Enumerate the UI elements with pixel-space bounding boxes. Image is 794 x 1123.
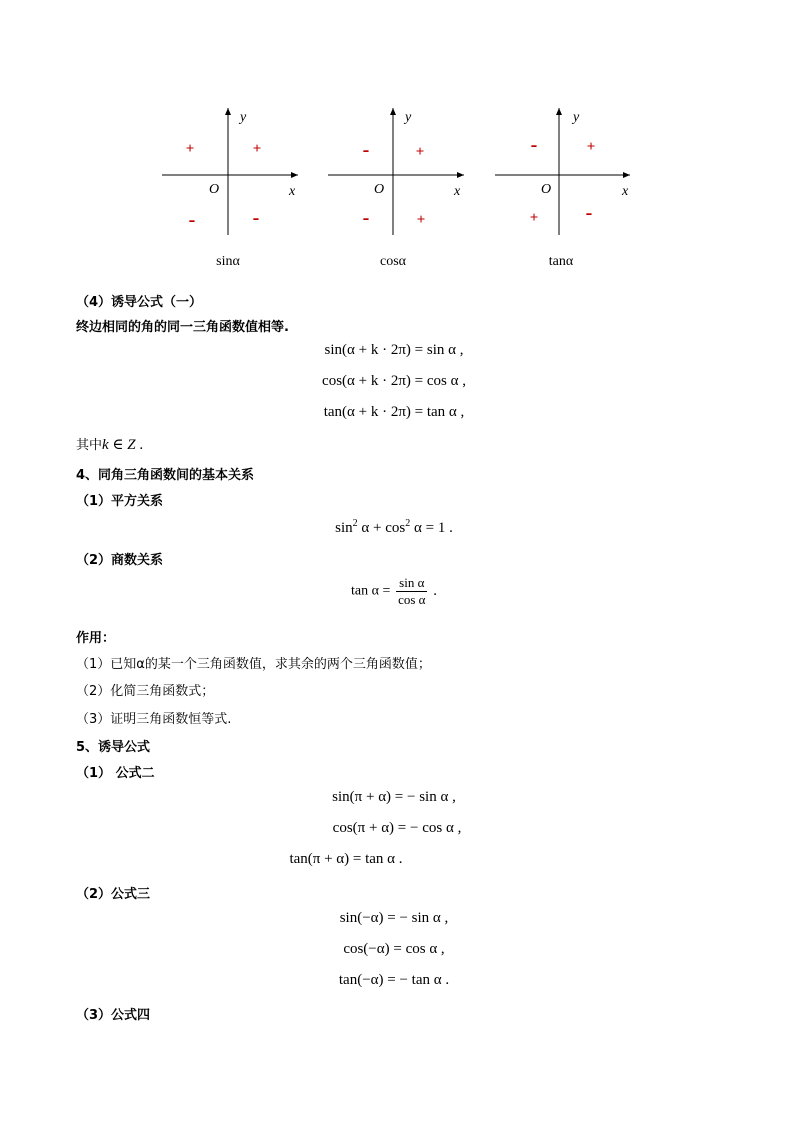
formula-part-cos: α + cos: [357, 520, 406, 536]
x-axis-label: x: [454, 184, 461, 199]
formula-cos-pi-plus: cos(π + α) = − cos α ,: [332, 820, 462, 836]
diagram-caption: tanα: [548, 254, 574, 269]
heading-induction-formula-1: （4）诱导公式（一）: [76, 295, 203, 310]
heading-section-4: 4、同角三角函数间的基本关系: [76, 468, 255, 483]
heading-formula-2: （1） 公式二: [76, 766, 155, 781]
note-k-integer: [76, 434, 143, 454]
diagram-caption: sinα: [216, 254, 240, 269]
y-axis-label: y: [405, 110, 412, 125]
superscript-2: 2: [352, 518, 358, 529]
formula-tan-period: tan(α + k · 2π) = tan α ,: [323, 404, 465, 420]
sign-q4: -: [585, 202, 593, 224]
formula-part-eq: α = 1 .: [410, 520, 453, 536]
sign-q2: -: [362, 139, 370, 161]
sign-q2: +: [185, 141, 195, 157]
statement-coterminal: 终边相同的角的同一三角函数值相等.: [76, 320, 289, 335]
usage-item-1: （1）已知α的某一个三角函数值，求其余的两个三角函数值；: [76, 657, 431, 672]
superscript-2b: 2: [405, 518, 411, 529]
x-axis-label: x: [289, 184, 296, 199]
heading-quotient-relation: （2）商数关系: [76, 553, 164, 568]
formula-cos-period: cos(α + k · 2π) = cos α ,: [322, 373, 466, 389]
formula-pythagorean: [335, 518, 453, 537]
sign-q2: -: [530, 134, 538, 156]
usage-item-2: （2）化简三角函数式；: [76, 684, 215, 699]
sign-diagrams: [0, 0, 794, 280]
diagram-caption: cosα: [380, 254, 406, 269]
y-axis-label: y: [573, 110, 580, 125]
heading-section-5: 5、诱导公式: [76, 740, 151, 755]
sign-diagram-1: [162, 108, 298, 269]
note-math: k ∈ Z: [102, 437, 136, 453]
sign-q1: +: [415, 144, 425, 160]
x-axis-label: x: [622, 184, 629, 199]
formula-quotient: [351, 575, 437, 608]
formula-part-sin: sin: [335, 520, 353, 536]
sign-q3: +: [529, 210, 539, 226]
quotient-end: .: [433, 583, 437, 599]
formula-sin-neg: sin(−α) = − sin α ,: [339, 910, 449, 926]
formula-cos-neg: cos(−α) = cos α ,: [343, 941, 445, 957]
origin-label: O: [209, 182, 220, 197]
note-prefix: 其中: [76, 438, 103, 453]
heading-formula-3: （2）公式三: [76, 887, 151, 902]
origin-label: O: [541, 182, 552, 197]
sign-q3: -: [362, 207, 370, 229]
formula-tan-neg: tan(−α) = − tan α .: [338, 972, 450, 988]
heading-formula-4: （3）公式四: [76, 1008, 151, 1023]
formula-sin-period: sin(α + k · 2π) = sin α ,: [324, 342, 464, 358]
sign-q1: +: [586, 139, 596, 155]
origin-label: O: [374, 182, 385, 197]
fraction-denominator: cos α: [398, 592, 426, 607]
quotient-lhs: tan α =: [351, 583, 391, 599]
heading-square-relation: （1）平方关系: [76, 494, 164, 509]
sign-diagram-3: [495, 108, 630, 269]
usage-heading: 作用：: [76, 631, 116, 646]
sign-q3: -: [188, 209, 196, 231]
quotient-fraction: [396, 575, 427, 608]
y-axis-label: y: [240, 110, 247, 125]
sign-q1: +: [252, 141, 262, 157]
note-suffix: .: [135, 437, 144, 453]
formula-sin-pi-plus: sin(π + α) = − sin α ,: [332, 789, 456, 805]
sign-q4: -: [252, 207, 260, 229]
sign-diagram-2: [328, 108, 464, 269]
sign-q4: +: [416, 212, 426, 228]
usage-item-3: （3）证明三角函数恒等式.: [76, 712, 232, 727]
formula-tan-pi-plus: tan(π + α) = tan α .: [289, 851, 403, 867]
fraction-numerator: sin α: [396, 575, 427, 592]
